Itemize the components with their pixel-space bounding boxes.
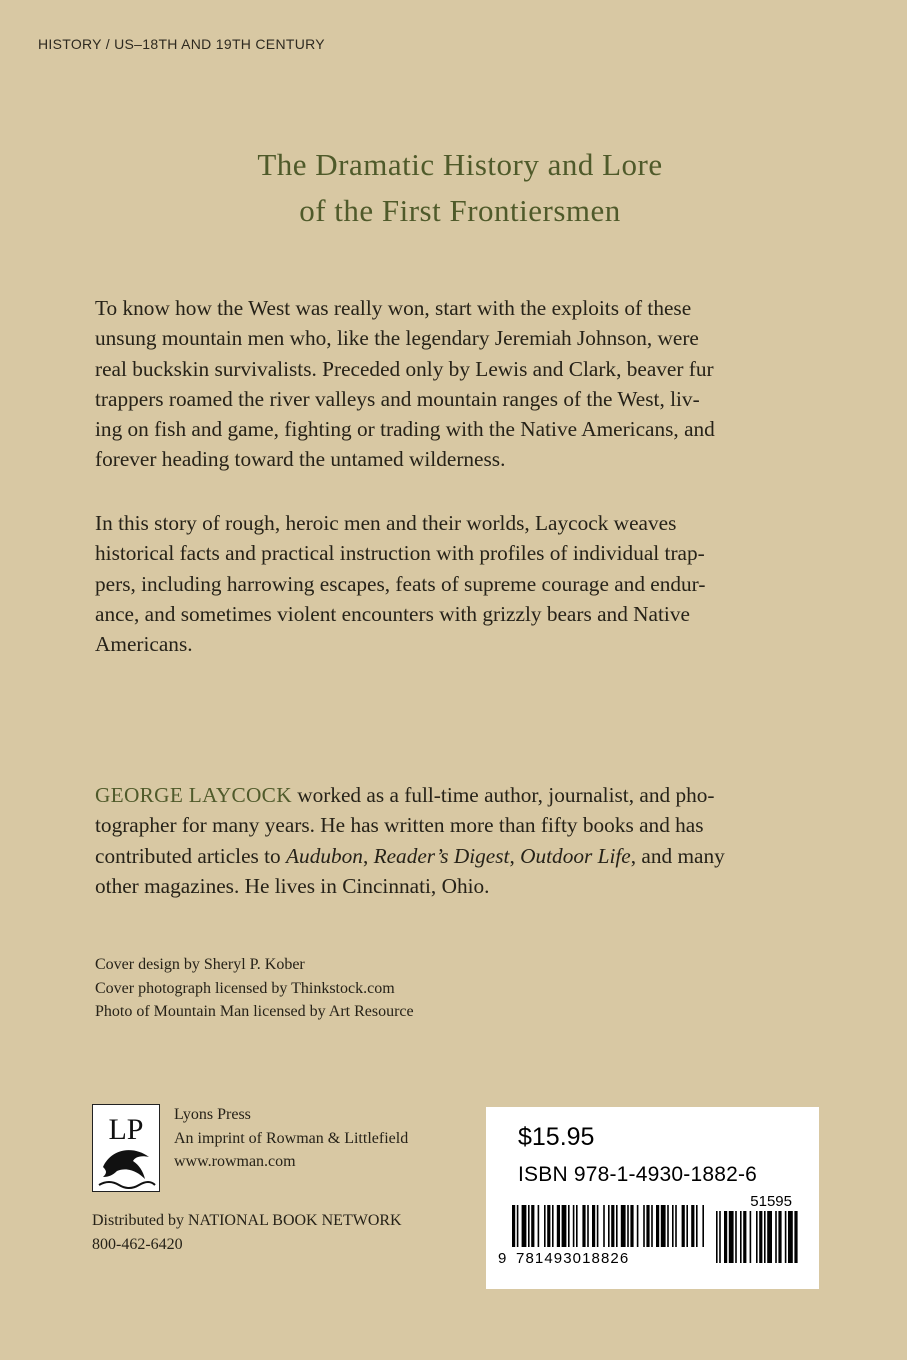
barcode-bar [608, 1205, 610, 1247]
addon-bar [719, 1211, 721, 1263]
barcode-bar [691, 1205, 694, 1247]
barcode-bar [557, 1205, 560, 1247]
category-label: HISTORY / US–18TH AND 19TH CENTURY [38, 36, 325, 52]
barcode-bar [517, 1205, 519, 1247]
logo-text: LP [108, 1113, 144, 1146]
barcode-bar [611, 1205, 614, 1247]
barcode-bar [616, 1205, 618, 1247]
publisher-info [174, 1103, 408, 1174]
barcode-bar [576, 1205, 578, 1247]
paragraph-line: forever heading toward the untamed wilderness. [95, 447, 506, 472]
barcode-bar [661, 1205, 666, 1247]
barcode-bar [621, 1205, 626, 1247]
addon-bar [775, 1211, 777, 1263]
magazine-audubon: Audubon [286, 843, 363, 868]
barcode-bar [672, 1205, 674, 1247]
barcode-bar [573, 1205, 575, 1247]
barcode-bar [582, 1205, 585, 1247]
barcode-bar [682, 1205, 685, 1247]
publisher-logo [92, 1104, 160, 1192]
distributor-phone: 800-462-6420 [92, 1235, 183, 1253]
barcode-bar [522, 1205, 527, 1247]
paragraph-line: Americans. [95, 632, 193, 657]
addon-bar [724, 1211, 727, 1263]
distribution-info [92, 1209, 402, 1256]
addon-digits: 51595 [750, 1193, 792, 1210]
bio-sep-1: , [362, 843, 374, 868]
addon-bar [735, 1211, 737, 1263]
addon-bar [750, 1211, 752, 1263]
addon-bar [759, 1211, 762, 1263]
author-name: GEORGE LAYCOCK [95, 783, 292, 807]
headline-line-2: of the First Frontiersmen [299, 193, 621, 228]
cover-credits [95, 953, 414, 1024]
isbn-text: ISBN 978-1-4930-1882-6 [518, 1163, 758, 1186]
barcode-bar [696, 1205, 698, 1247]
addon-bar [785, 1211, 787, 1263]
barcode-bar [587, 1205, 589, 1247]
addon-bar [794, 1211, 797, 1263]
addon-bar [740, 1211, 742, 1263]
lp-dolphin-logo-icon [93, 1105, 159, 1191]
credit-line: Cover photograph licensed by Thinkstock.com [95, 979, 395, 997]
publisher-name: Lyons Press [174, 1106, 251, 1123]
barcode-bar [643, 1205, 645, 1247]
barcode-icon [486, 1107, 819, 1289]
bio-line-3-end: , and many [630, 843, 725, 868]
barcode-bar [538, 1205, 540, 1247]
barcode-bar [637, 1205, 639, 1247]
publisher-imprint: An imprint of Rowman & Littlefield [174, 1129, 409, 1147]
paragraph-line: To know how the West was really won, start with the exploits of these [95, 296, 692, 320]
paragraph-line: pers, including harrowing escapes, feats of supreme courage and endur- [95, 571, 706, 596]
publisher-website: www.rowman.com [174, 1153, 296, 1170]
bio-line-2: tographer for many years. He has written more than fifty books and has [95, 813, 704, 838]
paragraph-line: ance, and sometimes violent encounters with grizzly bears and Native [95, 601, 690, 626]
barcode-bar [597, 1205, 599, 1247]
paragraph-line: ing on fish and game, fighting or trading with the Native Americans, and [95, 417, 715, 442]
bio-line-1 [95, 780, 815, 810]
barcode-bar [562, 1205, 567, 1247]
addon-bar [756, 1211, 758, 1263]
barcode-bar [528, 1205, 530, 1247]
addon-bar [743, 1211, 746, 1263]
barcode-bar [531, 1205, 534, 1247]
headline [0, 142, 907, 234]
bio-line-3 [95, 841, 815, 871]
addon-bar [788, 1211, 793, 1263]
addon-bar [729, 1211, 734, 1263]
barcode-bar [675, 1205, 677, 1247]
bio-line-3-text: contributed articles to [95, 843, 287, 868]
paragraph-line: historical facts and practical instruction with profiles of individual trap- [95, 541, 705, 566]
paragraph-line: In this story of rough, heroic men and their worlds, Laycock weaves [95, 511, 677, 535]
addon-bar [716, 1211, 718, 1263]
credit-line: Cover design by Sheryl P. Kober [95, 956, 305, 973]
paragraph-line: unsung mountain men who, like the legendary Jeremiah Johnson, were [95, 326, 699, 351]
barcode-bar [544, 1205, 546, 1247]
barcode-bar [630, 1205, 633, 1247]
magazine-outdoor-life: Outdoor Life [520, 843, 631, 868]
barcode-bar [651, 1205, 653, 1247]
barcode-bar [568, 1205, 570, 1247]
credit-line: Photo of Mountain Man licensed by Art Resource [95, 1003, 414, 1020]
price: $15.95 [518, 1123, 595, 1151]
barcode-bar [646, 1205, 649, 1247]
barcode-bar [512, 1205, 515, 1247]
barcode-bar [547, 1205, 550, 1247]
addon-bar [778, 1211, 781, 1263]
addon-bar [767, 1211, 772, 1263]
magazine-readers-digest: Reader’s Digest [373, 843, 510, 868]
barcode-bar [627, 1205, 629, 1247]
barcode-bar [592, 1205, 595, 1247]
barcode-bar [552, 1205, 554, 1247]
ean-digits: 781493018826 [516, 1250, 630, 1267]
description-paragraph-2 [95, 508, 815, 659]
description-paragraph-1 [95, 293, 815, 475]
ean-first-digit: 9 [498, 1250, 507, 1267]
headline-line-1: The Dramatic History and Lore [257, 147, 663, 182]
barcode-bar [603, 1205, 605, 1247]
paragraph-line: trappers roamed the river valleys and mountain ranges of the West, liv- [95, 386, 700, 411]
bio-sep-2: , [509, 843, 521, 868]
author-bio [95, 780, 815, 901]
bio-line-4: other magazines. He lives in Cincinnati, Ohio. [95, 873, 490, 898]
barcode-bar [667, 1205, 669, 1247]
paragraph-line: real buckskin survivalists. Preceded only by Lewis and Clark, beaver fur [95, 356, 714, 381]
barcode-bar [656, 1205, 659, 1247]
distributor-line: Distributed by NATIONAL BOOK NETWORK [92, 1212, 402, 1229]
barcode-bar [702, 1205, 704, 1247]
addon-bar [764, 1211, 766, 1263]
barcode-bar [686, 1205, 688, 1247]
barcode-label [486, 1107, 819, 1289]
bio-line-1-text: worked as a full-time author, journalist, and pho- [291, 783, 715, 807]
